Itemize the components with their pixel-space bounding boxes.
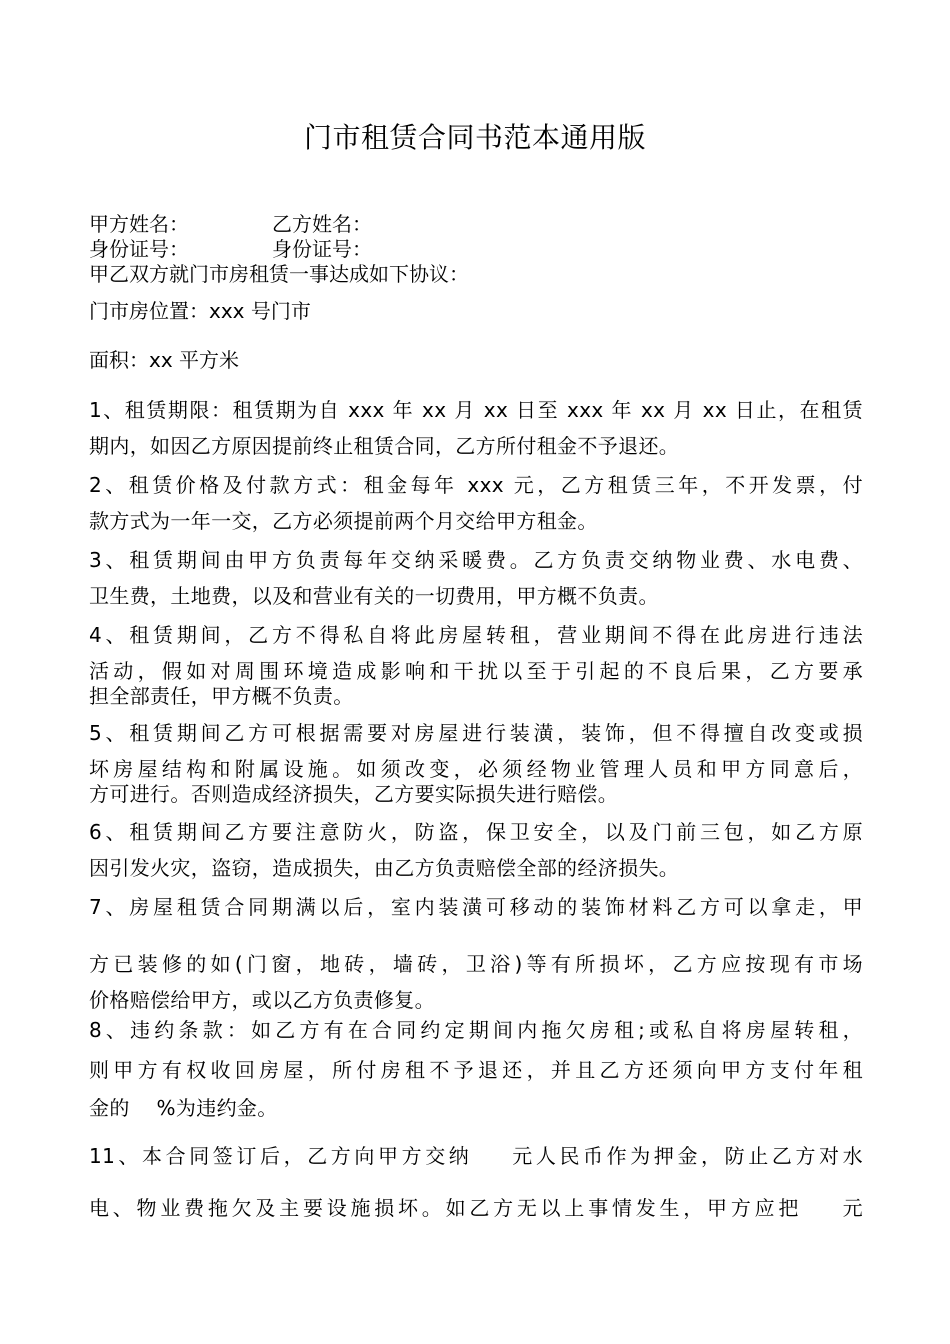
clause-2-line-2: 款方式为一年一交，乙方必须提前两个月交给甲方租金。	[89, 509, 598, 533]
clause-8-line-2: 则甲方有权收回房屋，所付房租不予退还，并且乙方还须向甲方支付年租	[89, 1058, 863, 1082]
clause-5-line-1: 5、租赁期间乙方可根据需要对房屋进行装潢，装饰，但不得擅自改变或损	[89, 721, 863, 745]
clause-6-line-2: 因引发火灾，盗窃，造成损失，由乙方负责赔偿全部的经济损失。	[89, 856, 680, 880]
clause-7-line-2: 方已装修的如(门窗，地砖，墙砖，卫浴)等有所损坏，乙方应按现有市场	[89, 952, 863, 976]
party-a-name-label: 甲方姓名：	[89, 212, 189, 236]
clause-7-line-1: 7、房屋租赁合同期满以后，室内装潢可移动的装饰材料乙方可以拿走，甲	[89, 895, 863, 919]
area-line: 面积：xx 平方米	[89, 348, 240, 372]
intro-line: 甲乙双方就门市房租赁一事达成如下协议：	[89, 262, 469, 286]
document-title: 门市租赁合同书范本通用版	[303, 121, 646, 154]
clause-7-line-3: 价格赔偿给甲方，或以乙方负责修复。	[89, 988, 435, 1012]
clause-1	[89, 397, 863, 459]
clause-1-line-2: 期内，如因乙方原因提前终止租赁合同，乙方所付租金不予退还。	[89, 434, 680, 458]
clause-6	[89, 819, 863, 881]
clause-11-line-1: 11、本合同签订后，乙方向甲方交纳 元人民币作为押金，防止乙方对水	[89, 1144, 863, 1168]
clause-2	[89, 472, 863, 534]
location-line: 门市房位置：xxx 号门市	[89, 299, 311, 323]
clause-1-line-1: 1、租赁期限：租赁期为自 xxx 年 xx 月 xx 日至 xxx 年 xx 月 xx 日止，在租赁	[89, 398, 863, 422]
party-a-id-label: 身份证号：	[89, 237, 189, 261]
clause-4	[89, 622, 863, 708]
clause-4-line-1: 4、租赁期间，乙方不得私自将此房屋转租，营业期间不得在此房进行违法	[89, 623, 863, 647]
clause-8-line-1: 8、违约条款：如乙方有在合同约定期间内拖欠房租;或私自将房屋转租，	[89, 1018, 863, 1042]
party-b-name-label: 乙方姓名：	[272, 212, 372, 236]
clause-3-line-1: 3、租赁期间由甲方负责每年交纳采暖费。乙方负责交纳物业费、水电费、	[89, 548, 863, 572]
clause-11	[89, 1143, 863, 1221]
clause-8	[89, 1017, 863, 1121]
clause-4-line-2: 活动，假如对周围环境造成影响和干扰以至于引起的不良后果，乙方要承	[89, 659, 863, 683]
clause-2-line-1: 2、租赁价格及付款方式：租金每年 xxx 元，乙方租赁三年，不开发票，付	[89, 473, 863, 497]
clause-11-line-2: 电、物业费拖欠及主要设施损坏。如乙方无以上事情发生，甲方应把 元	[89, 1196, 863, 1220]
clause-4-line-3: 担全部责任，甲方概不负责。	[89, 684, 354, 708]
clause-7	[89, 894, 863, 1013]
clause-5-line-3: 方可进行。否则造成经济损失，乙方要实际损失进行赔偿。	[89, 782, 619, 806]
clause-3	[89, 547, 863, 609]
clause-5	[89, 720, 863, 806]
clause-6-line-1: 6、租赁期间乙方要注意防火，防盗，保卫安全，以及门前三包，如乙方原	[89, 820, 863, 844]
clause-8-line-3: 金的 %为违约金。	[89, 1096, 278, 1120]
clause-3-line-2: 卫生费，土地费，以及和营业有关的一切费用，甲方概不负责。	[89, 584, 659, 608]
party-b-id-label: 身份证号：	[272, 237, 372, 261]
clause-5-line-2: 坏房屋结构和附属设施。如须改变，必须经物业管理人员和甲方同意后，	[89, 757, 863, 781]
